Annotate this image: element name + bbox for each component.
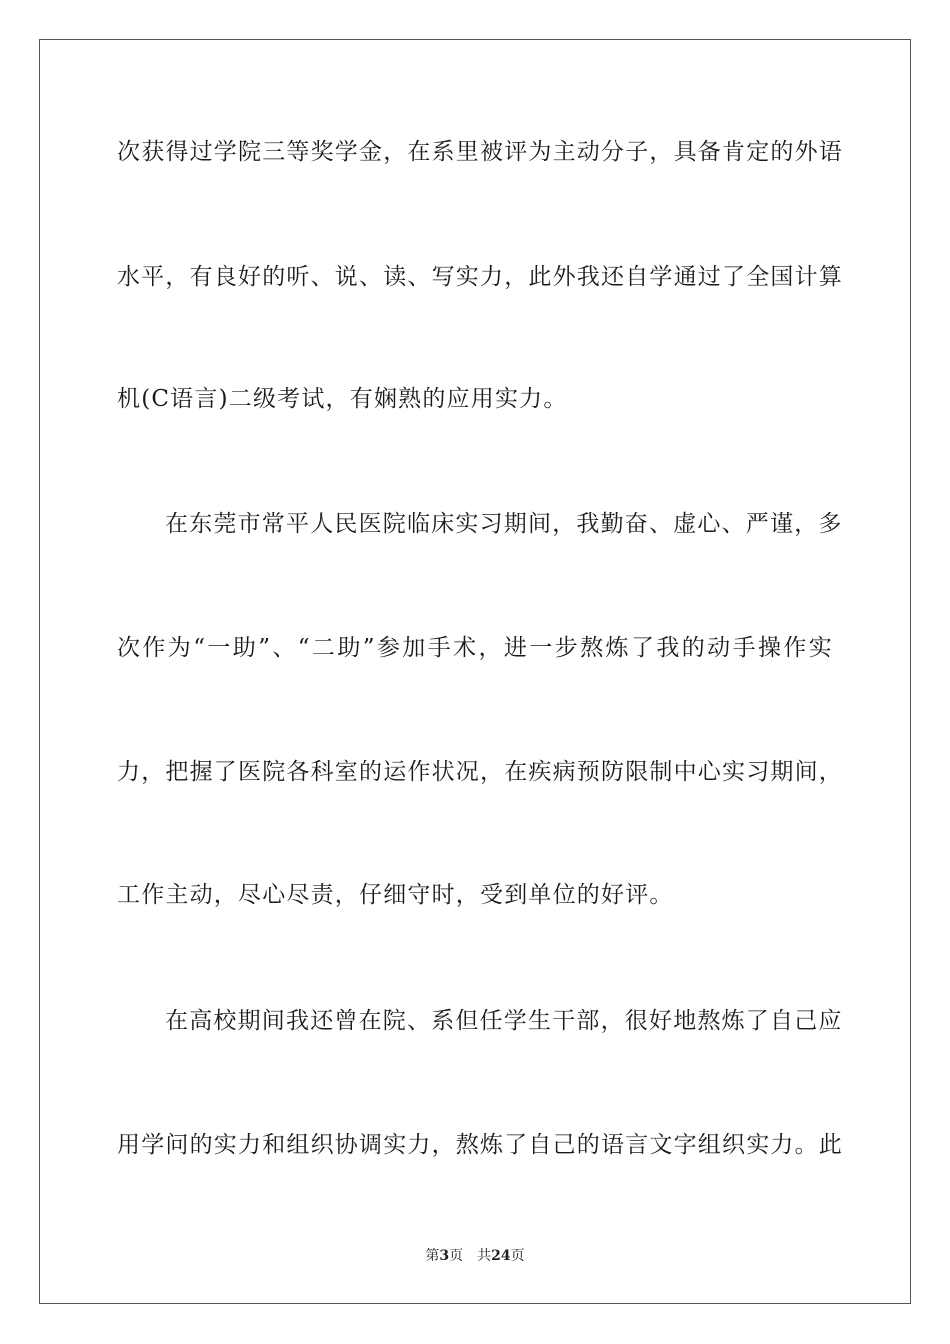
- page-total-label: 共24页: [477, 1248, 525, 1264]
- text-line: 次获得过学院三等奖学金，在系里被评为主动分子，具备肯定的外语: [117, 139, 843, 165]
- paragraph-first-line: 在东莞市常平人民医院临床实习期间，我勤奋、虚心、严谨，多: [165, 511, 843, 537]
- text-line: 机(C语言)二级考试，有娴熟的应用实力。: [117, 386, 568, 412]
- current-page-number: 3: [439, 1248, 450, 1264]
- text-line: 工作主动，尽心尽责，仔细守时，受到单位的好评。: [117, 882, 674, 908]
- text-line: 水平，有良好的听、说、读、写实力，此外我还自学通过了全国计算: [117, 264, 843, 290]
- paragraph-first-line: 在高校期间我还曾在院、系但任学生干部，很好地熬炼了自己应: [165, 1008, 843, 1034]
- page-border: [39, 39, 911, 1304]
- text-line: 用学问的实力和组织协调实力，熬炼了自己的语言文字组织实力。此: [117, 1132, 843, 1158]
- page-number-label: 第3页: [425, 1248, 464, 1264]
- page-footer: [0, 1247, 950, 1265]
- total-page-count: 24: [491, 1248, 511, 1264]
- text-line: 力，把握了医院各科室的运作状况，在疾病预防限制中心实习期间，: [117, 759, 843, 785]
- text-line: 次作为“一助”、“二助”参加手术，进一步熬炼了我的动手操作实: [117, 635, 833, 661]
